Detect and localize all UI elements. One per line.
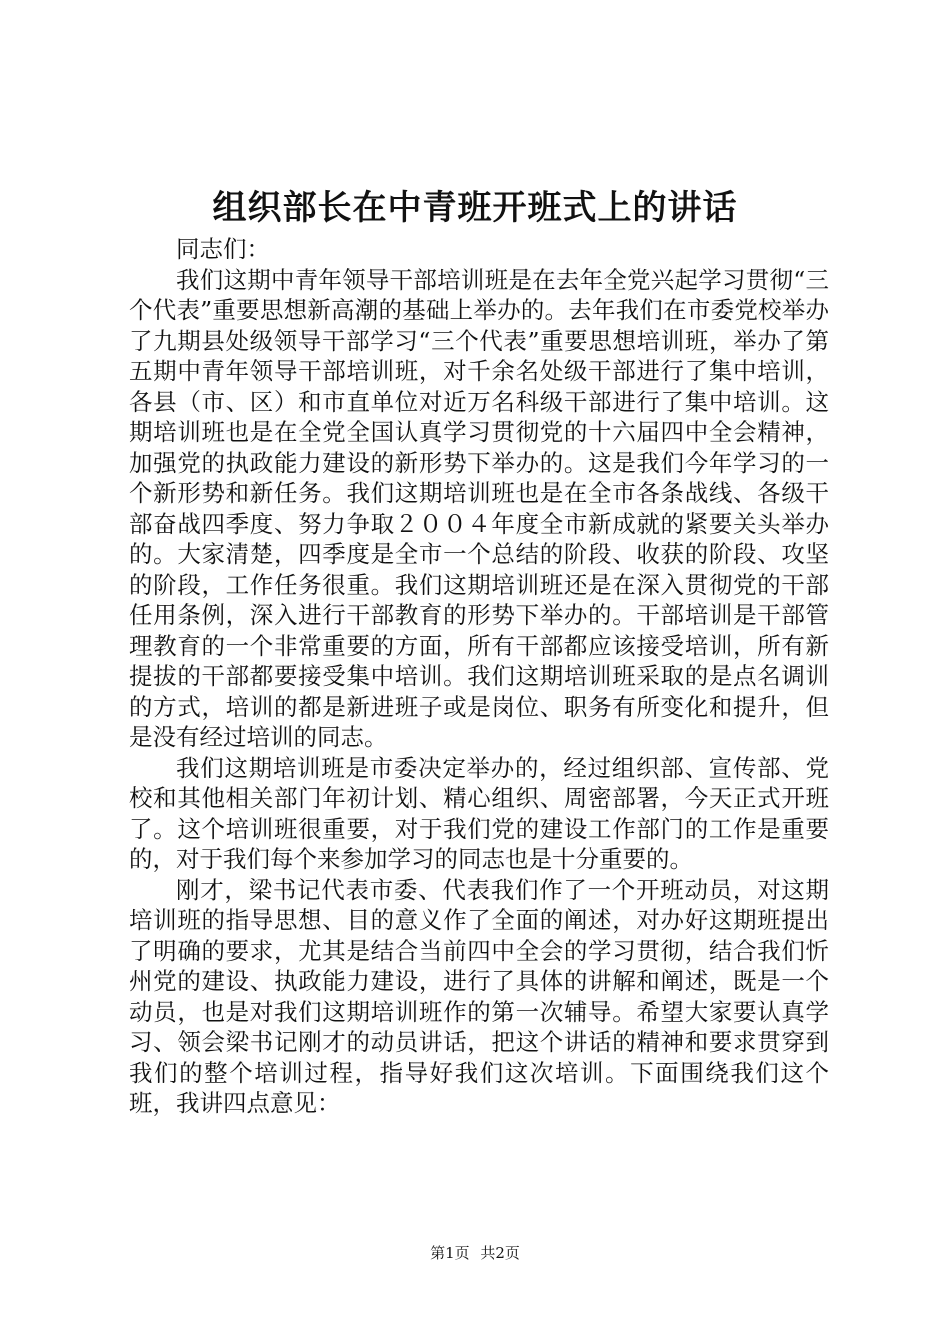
page-number: 第1页 bbox=[430, 1244, 470, 1262]
page-footer bbox=[0, 1243, 950, 1263]
page-title: 组织部长在中青班开班式上的讲话 bbox=[212, 188, 738, 228]
document-body bbox=[129, 234, 829, 1119]
salutation: 同志们： bbox=[176, 235, 270, 263]
paragraph: 我们这期培训班是市委决定举办的，经过组织部、宣传部、党校和其他相关部门年初计划、精心组织、周密部署，今天正式开班了。这个培训班很重要，对于我们党的建设工作部门的工作是重要的，对于我们每个来参加学习的同志也是十分重要的。 bbox=[129, 753, 829, 873]
page-total: 共2页 bbox=[480, 1244, 520, 1262]
paragraph: 刚才，梁书记代表市委、代表我们作了一个开班动员，对这期培训班的指导思想、目的意义作了全面的阐述，对办好这期班提出了明确的要求，尤其是结合当前四中全会的学习贯彻，结合我们忻州党的建设、执政能力建设，进行了具体的讲解和阐述，既是一个动员，也是对我们这期培训班作的第一次辅导。希望大家要认真学习、领会梁书记刚才的动员讲话，把这个讲话的精神和要求贯穿到我们的整个培训过程，指导好我们这次培训。下面围绕我们这个班，我讲四点意见： bbox=[129, 875, 829, 1117]
paragraph: 我们这期中青年领导干部培训班是在去年全党兴起学习贯彻“三个代表”重要思想新高潮的基础上举办的。去年我们在市委党校举办了九期县处级领导干部学习“三个代表”重要思想培训班，举办了第五期中青年领导干部培训班，对千余名处级干部进行了集中培训，各县（市、区）和市直单位对近万名科级干部进行了集中培训。这期培训班也是在全党全国认真学习贯彻党的十六届四中全会精神，加强党的执政能力建设的新形势下举办的。这是我们今年学习的一个新形势和新任务。我们这期培训班也是在全市各条战线、各级干部奋战四季度、努力争取２００４年度全市新成就的紧要关头举办的。大家清楚，四季度是全市一个总结的阶段、收获的阶段、攻坚的阶段，工作任务很重。我们这期培训班还是在深入贯彻党的干部任用条例，深入进行干部教育的形势下举办的。干部培训是干部管理教育的一个非常重要的方面，所有干部都应该接受培训，所有新提拔的干部都要接受集中培训。我们这期培训班采取的是点名调训的方式，培训的都是新进班子或是岗位、职务有所变化和提升，但是没有经过培训的同志。 bbox=[129, 265, 829, 751]
